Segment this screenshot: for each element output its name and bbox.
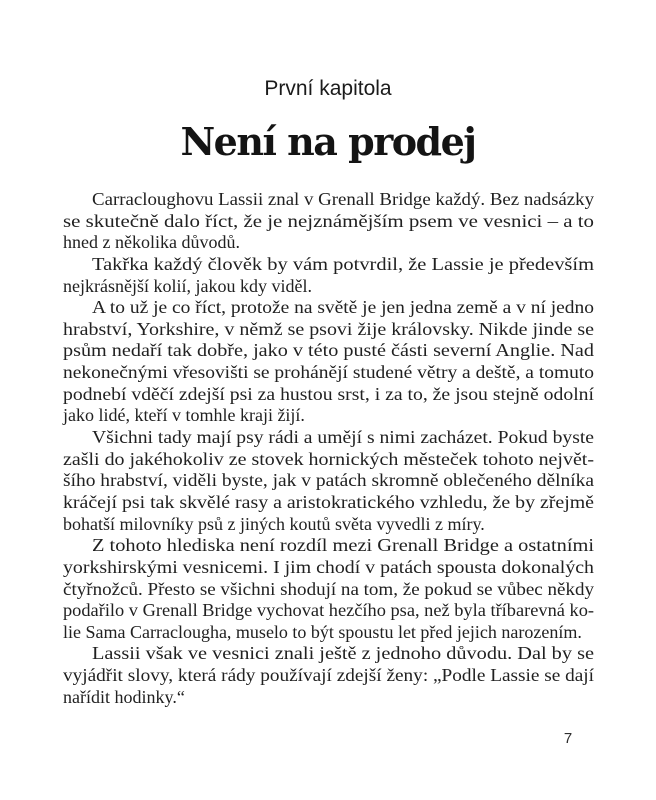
paragraph [63,254,594,297]
text-line [63,492,594,514]
text-line-content: hrabství, Yorkshire, v němž se psovi žije královsky. Nikde jinde se [63,318,594,339]
text-line [63,535,594,557]
paragraph [63,535,594,643]
text-line-content: podnebí vděčí zdejší psi za hustou srst, i za to, že jsou stejně odolní [63,383,594,404]
page-body [63,189,594,708]
chapter-heading: První kapitola [264,77,392,100]
text-line [63,514,594,536]
text-line [63,254,594,276]
text-line-content: bohatší milovníky psů z jiných koutů světa vyvedli z míry. [63,513,485,534]
text-line [63,276,594,298]
text-line-content: podařilo v Grenall Bridge vychovat hezčího psa, než byla tříbarevná ko- [63,600,594,621]
text-line [63,557,594,579]
text-line-content: čtyřnožců. Přesto se všichni shodují na tom, že pokud se vůbec někdy [63,578,594,599]
text-line [63,362,594,384]
text-line [63,579,594,601]
paragraph [63,189,594,254]
text-line [63,687,594,709]
paragraph [63,643,594,708]
text-line-content: zašli do jakéhokoliv ze stovek hornických městeček tohoto největ- [63,448,594,469]
text-line [63,643,594,665]
text-line-content: nejkrásnější kolií, jakou kdy viděl. [63,275,312,296]
text-line-content: šího hrabství, viděli byste, jak v patách skromně oblečeného dělníka [63,470,594,491]
paragraph [63,297,594,427]
text-line-content: psům nedaří tak dobře, jako v této pusté části severní Anglie. Nad [63,340,594,361]
text-line-content: Carracloughovu Lassii znal v Grenall Bridge každý. Bez nadsázky [92,189,594,209]
text-line [63,600,594,622]
text-line-content: Takřka každý člověk by vám potvrdil, že Lassie je především [92,253,594,274]
text-line-content: Lassii však ve vesnici znali ještě z jednoho důvodu. Dal by se [92,643,594,664]
text-line [63,405,594,427]
text-line [63,211,594,233]
text-line-content: kráčejí psi tak skvělé rasy a aristokratického vzhledu, že by zřejmě [63,491,594,512]
text-line-content: nařídit hodinky.“ [63,686,185,707]
text-line [63,319,594,341]
text-line [63,384,594,406]
text-line-content: Všichni tady mají psy rádi a umějí s nimi zacházet. Pokud byste [92,427,594,448]
chapter-title: Není na prodej [180,119,476,164]
text-line-content: hned z několika důvodů. [63,232,240,253]
text-line [63,340,594,362]
text-line-content: jako lidé, kteří v tomhle kraji žijí. [63,405,305,426]
text-line [63,470,594,492]
text-line [63,189,594,211]
text-line-content: Z tohoto hlediska není rozdíl mezi Grenall Bridge a ostatními [92,535,594,556]
page-number: 7 [563,730,573,747]
text-line-content: nekonečnými vřesovišti se prohánějí studené větry a deště, a tomuto [63,362,594,383]
paragraph [63,427,594,535]
text-line-content: A to už je co říct, protože na světě je jen jedna země a v ní jedno [92,297,594,318]
text-line [63,232,594,254]
text-line [63,665,594,687]
text-line-content: lie Sama Carraclougha, muselo to být spoustu let před jejich narozením. [63,621,582,642]
text-line [63,297,594,319]
text-line [63,449,594,471]
text-line [63,622,594,644]
text-line [63,427,594,449]
text-line-content: vyjádřit slovy, která rády používají zdejší ženy: „Podle Lassie se dají [63,665,594,686]
text-line-content: se skutečně dalo říct, že je nejznámějším psem ve vesnici – a to [63,210,594,231]
text-line-content: yorkshirskými vesnicemi. I jim chodí v patách spousta dokonalých [63,556,594,577]
